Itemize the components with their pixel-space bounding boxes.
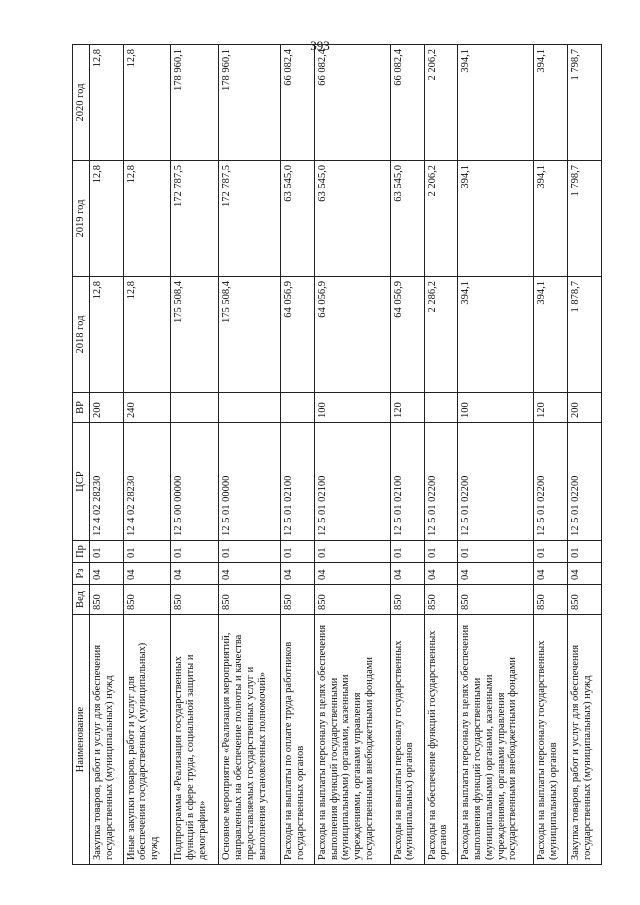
cell-rz: 04: [281, 563, 315, 585]
cell-y2020: 1 798,7: [568, 45, 602, 161]
cell-y2018: 2 286,2: [424, 277, 458, 393]
cell-pr: 01: [281, 541, 315, 563]
cell-ved: 850: [390, 585, 424, 615]
header-pr: Пр: [73, 541, 90, 563]
cell-y2018: 394,1: [458, 277, 534, 393]
cell-csr: 12 4 02 28230: [89, 423, 123, 541]
cell-name: Закупка товаров, работ и услуг для обеспечения государственных (муниципальных) нужд: [568, 615, 602, 865]
cell-ved: 850: [123, 585, 171, 615]
cell-vr: [424, 393, 458, 423]
cell-csr: 12 5 01 02200: [424, 423, 458, 541]
cell-rz: 04: [568, 563, 602, 585]
cell-name: Иные закупки товаров, работ и услуг для обеспечения государственных (муниципальных) нужд: [123, 615, 171, 865]
cell-rz: 04: [219, 563, 281, 585]
cell-rz: 04: [390, 563, 424, 585]
cell-vr: [219, 393, 281, 423]
cell-y2018: 64 056,9: [314, 277, 390, 393]
table-body: [89, 45, 601, 865]
table-header-row: [73, 45, 90, 865]
table-row: [171, 45, 219, 865]
cell-rz: 04: [123, 563, 171, 585]
cell-pr: 01: [568, 541, 602, 563]
cell-y2019: 12,8: [89, 161, 123, 277]
cell-rz: 04: [89, 563, 123, 585]
cell-y2018: 175 508,4: [171, 277, 219, 393]
cell-pr: 01: [314, 541, 390, 563]
cell-y2020: 12,8: [89, 45, 123, 161]
cell-y2020: 178 960,1: [219, 45, 281, 161]
cell-ved: 850: [568, 585, 602, 615]
cell-y2020: 66 082,4: [390, 45, 424, 161]
cell-name: Расходы на выплаты персоналу государственных (муниципальных) органов: [534, 615, 568, 865]
cell-pr: 01: [424, 541, 458, 563]
cell-rz: 04: [458, 563, 534, 585]
page-number: 393: [310, 38, 330, 53]
cell-y2018: 175 508,4: [219, 277, 281, 393]
header-ved: Вед: [73, 585, 90, 615]
cell-vr: 120: [390, 393, 424, 423]
cell-y2018: 1 878,7: [568, 277, 602, 393]
cell-y2019: 63 545,0: [281, 161, 315, 277]
cell-vr: 200: [89, 393, 123, 423]
cell-ved: 850: [314, 585, 390, 615]
cell-name: Расходы на выплаты персоналу в целях обеспечения выполнения функций государственными (муниципальными) органами, казенными учреждениями, органами управления государственными внебюджетными фондами: [458, 615, 534, 865]
cell-y2018: 64 056,9: [390, 277, 424, 393]
table-row: [89, 45, 123, 865]
cell-y2020: 178 960,1: [171, 45, 219, 161]
cell-vr: [281, 393, 315, 423]
cell-y2020: 394,1: [534, 45, 568, 161]
cell-y2018: 12,8: [123, 277, 171, 393]
cell-vr: 100: [458, 393, 534, 423]
cell-y2019: 63 545,0: [314, 161, 390, 277]
header-rz: Рз: [73, 563, 90, 585]
cell-vr: [171, 393, 219, 423]
cell-rz: 04: [171, 563, 219, 585]
table-wrapper: [72, 45, 602, 865]
cell-y2019: 2 206,2: [424, 161, 458, 277]
cell-y2019: 394,1: [534, 161, 568, 277]
cell-y2018: 64 056,9: [281, 277, 315, 393]
table-row: [123, 45, 171, 865]
cell-y2020: 66 082,4: [281, 45, 315, 161]
cell-name: Подпрограмма «Реализация государственных функций в сфере труда, социальной защиты и демографии»: [171, 615, 219, 865]
cell-ved: 850: [171, 585, 219, 615]
cell-csr: 12 5 01 02100: [314, 423, 390, 541]
cell-csr: 12 5 01 00000: [219, 423, 281, 541]
cell-y2018: 394,1: [534, 277, 568, 393]
header-vr: ВР: [73, 393, 90, 423]
cell-vr: 240: [123, 393, 171, 423]
cell-csr: 12 5 01 02200: [534, 423, 568, 541]
cell-csr: 12 5 00 00000: [171, 423, 219, 541]
table-row: [424, 45, 458, 865]
cell-y2020: 12,8: [123, 45, 171, 161]
header-name: Наименование: [73, 615, 90, 865]
cell-rz: 04: [424, 563, 458, 585]
cell-vr: 200: [568, 393, 602, 423]
cell-y2019: 172 787,5: [171, 161, 219, 277]
cell-ved: 850: [219, 585, 281, 615]
cell-ved: 850: [424, 585, 458, 615]
cell-vr: 100: [314, 393, 390, 423]
table-row: [458, 45, 534, 865]
cell-name: Расходы на выплаты персоналу в целях обеспечения выполнения функций государственными (муниципальными) органами, казенными учреждениями, органами управления государственными внебюджетными фондами: [314, 615, 390, 865]
header-csr: ЦСР: [73, 423, 90, 541]
cell-rz: 04: [314, 563, 390, 585]
cell-ved: 850: [534, 585, 568, 615]
cell-name: Закупка товаров, работ и услуг для обеспечения государственных (муниципальных) нужд: [89, 615, 123, 865]
cell-csr: 12 5 01 02200: [458, 423, 534, 541]
cell-ved: 850: [281, 585, 315, 615]
cell-y2019: 12,8: [123, 161, 171, 277]
cell-name: Основное мероприятие «Реализация мероприятий, направленных на обеспечение полноты и качества предоставляемых государственных услуг и выполнения установленных полномочий»: [219, 615, 281, 865]
cell-y2019: 172 787,5: [219, 161, 281, 277]
table-row: [534, 45, 568, 865]
cell-pr: 01: [390, 541, 424, 563]
cell-name: Расходы на выплаты по оплате труда работников государственных органов: [281, 615, 315, 865]
cell-rz: 04: [534, 563, 568, 585]
table-row: [314, 45, 390, 865]
cell-y2019: 63 545,0: [390, 161, 424, 277]
cell-name: Расходы на обеспечение функций государственных органов: [424, 615, 458, 865]
table-row: [390, 45, 424, 865]
rotated-table-area: [72, 45, 602, 865]
budget-table: [72, 44, 602, 865]
cell-pr: 01: [458, 541, 534, 563]
cell-pr: 01: [219, 541, 281, 563]
header-2020: 2020 год: [73, 45, 90, 161]
cell-name: Расходы на выплаты персоналу государственных (муниципальных) органов: [390, 615, 424, 865]
cell-pr: 01: [534, 541, 568, 563]
cell-ved: 850: [89, 585, 123, 615]
cell-y2018: 12,8: [89, 277, 123, 393]
cell-csr: 12 5 01 02100: [390, 423, 424, 541]
cell-vr: 120: [534, 393, 568, 423]
cell-y2019: 394,1: [458, 161, 534, 277]
cell-y2020: 2 206,2: [424, 45, 458, 161]
table-row: [281, 45, 315, 865]
table-row: [568, 45, 602, 865]
cell-pr: 01: [89, 541, 123, 563]
cell-ved: 850: [458, 585, 534, 615]
table-row: [219, 45, 281, 865]
cell-csr: 12 5 01 02200: [568, 423, 602, 541]
cell-y2020: 66 082,4: [314, 45, 390, 161]
cell-pr: 01: [123, 541, 171, 563]
cell-csr: 12 5 01 02100: [281, 423, 315, 541]
cell-y2019: 1 798,7: [568, 161, 602, 277]
header-2019: 2019 год: [73, 161, 90, 277]
cell-pr: 01: [171, 541, 219, 563]
cell-csr: 12 4 02 28230: [123, 423, 171, 541]
header-2018: 2018 год: [73, 277, 90, 393]
cell-y2020: 394,1: [458, 45, 534, 161]
